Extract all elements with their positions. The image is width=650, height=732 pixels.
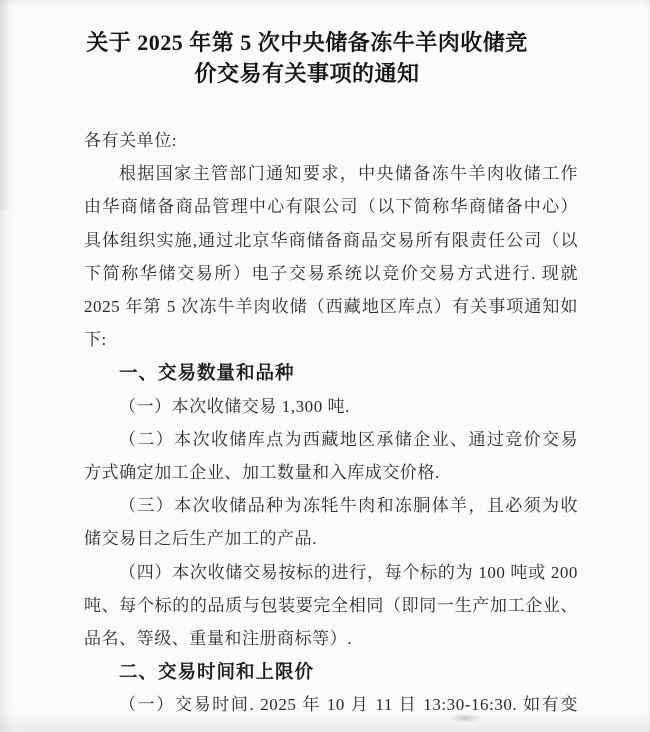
- doc-line: 具体组织实施,通过北京华商储备商品交易所有限责任公司（以: [84, 230, 578, 250]
- doc-line: （三）本次收储品种为冻牦牛肉和冻胴体羊，且必须为收: [119, 496, 578, 516]
- doc-line: （二）本次收储库点为西藏地区承储企业、通过竞价交易: [119, 429, 578, 449]
- doc-line: （一）本次收储交易 1,300 吨.: [119, 396, 350, 416]
- title-line-2: 价交易有关事项的通知: [194, 61, 420, 86]
- doc-line: 储交易日之后生产加工的产品.: [84, 529, 317, 549]
- doc-line: 品名、等级、重量和注册商标等）.: [84, 629, 353, 649]
- doc-line: 下:: [84, 330, 107, 350]
- title-line-1: 关于 2025 年第 5 次中央储备冻牛羊肉收储竞: [86, 30, 528, 55]
- doc-line: 由华商储备商品管理中心有限公司（以下简称华商储备中心）: [84, 197, 578, 217]
- doc-line: 下简称华储交易所）电子交易系统以竞价交易方式进行. 现就: [84, 263, 578, 283]
- doc-line: 根据国家主管部门通知要求，中央储备冻牛羊肉收储工作: [119, 164, 578, 184]
- doc-line: 2025 年第 5 次冻牛羊肉收储（西藏地区库点）有关事项通知如: [84, 297, 578, 317]
- document-body: [84, 124, 578, 722]
- section-heading-2: 二、交易时间和上限价: [119, 661, 315, 683]
- doc-line-salutation: 各有关单位:: [84, 131, 178, 150]
- doc-line: （四）本次收储交易按标的进行，每个标的为 100 吨或 200: [119, 562, 578, 582]
- section-heading-1: 一、交易数量和品种: [119, 362, 295, 384]
- scan-smudge: [448, 714, 482, 722]
- scan-edge-shadow: [0, 0, 14, 210]
- doc-line: （一）交易时间. 2025 年 10 月 11 日 13:30-16:30. 如有变: [119, 695, 578, 715]
- document-title: [22, 0, 592, 89]
- doc-line: 方式确定加工企业、加工数量和入库成交价格.: [84, 463, 440, 483]
- doc-line: 吨、每个标的的品质与包装要完全相同（即同一生产加工企业、: [84, 595, 578, 615]
